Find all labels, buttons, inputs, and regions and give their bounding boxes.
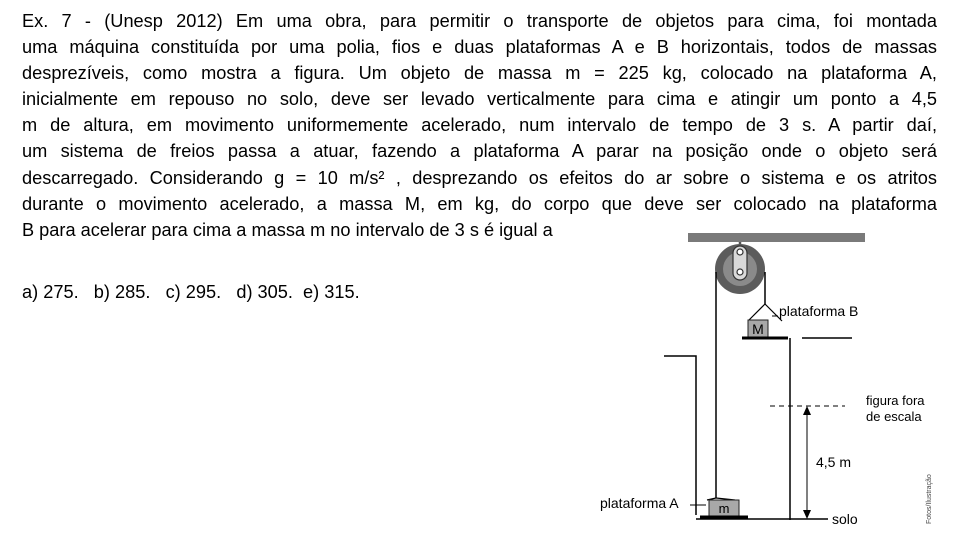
pulley-axle xyxy=(737,269,743,275)
left-wall xyxy=(664,356,696,515)
mass-big-label: M xyxy=(752,321,764,337)
problem-line: durante o movimento acelerado, a massa M, em kg, do corpo que deve ser colocado na plataforma xyxy=(22,193,937,214)
platform-b-label: plataforma B xyxy=(779,303,859,319)
pulley-pin xyxy=(737,249,743,255)
problem-line: desprezíveis, como mostra a figura. Um objeto de massa m = 225 kg, colocado na plataforma A, xyxy=(22,63,937,84)
platform-a-label: plataforma A xyxy=(600,495,679,511)
answer-options: a) 275. b) 285. c) 295. d) 305. e) 315. xyxy=(22,282,360,302)
problem-line: inicialmente em repouso no solo, deve ser levado verticalmente para cima e atingir um ponto a 4,5 xyxy=(22,89,937,110)
problem-line: Ex. 7 - (Unesp 2012) Em uma obra, para permitir o transporte de objetos para cima, foi montada xyxy=(22,11,937,31)
problem-line: um sistema de freios passa a atuar, fazendo a plataforma A parar na posição onde o objeto será xyxy=(22,141,937,162)
ceiling-beam xyxy=(688,233,865,242)
height-arrow-top xyxy=(803,406,811,415)
problem-line: descarregado. Considerando g = 10 m/s² , desprezando os efeitos do ar sobre o sistema e os atritos xyxy=(22,167,937,188)
problem-line: B para acelerar para cima a massa m no intervalo de 3 s é igual a xyxy=(22,219,553,240)
ground-label: solo xyxy=(832,511,858,527)
problem-line: uma máquina constituída por uma polia, fios e duas plataformas A e B horizontais, todos de massas xyxy=(22,37,937,58)
scale-note-line-2: de escala xyxy=(866,409,922,424)
height-arrow-bottom xyxy=(803,510,811,519)
height-label: 4,5 m xyxy=(816,454,852,470)
platform-b-cable-left xyxy=(748,304,765,321)
mass-small-label: m xyxy=(718,501,730,516)
problem-line: m de altura, em movimento uniformemente acelerado, num intervalo de tempo de 3 s. A partir daí, xyxy=(22,115,937,136)
figure-credit: Fotos/Ilustração xyxy=(926,474,933,524)
scale-note-line-1: figura fora xyxy=(866,393,925,408)
